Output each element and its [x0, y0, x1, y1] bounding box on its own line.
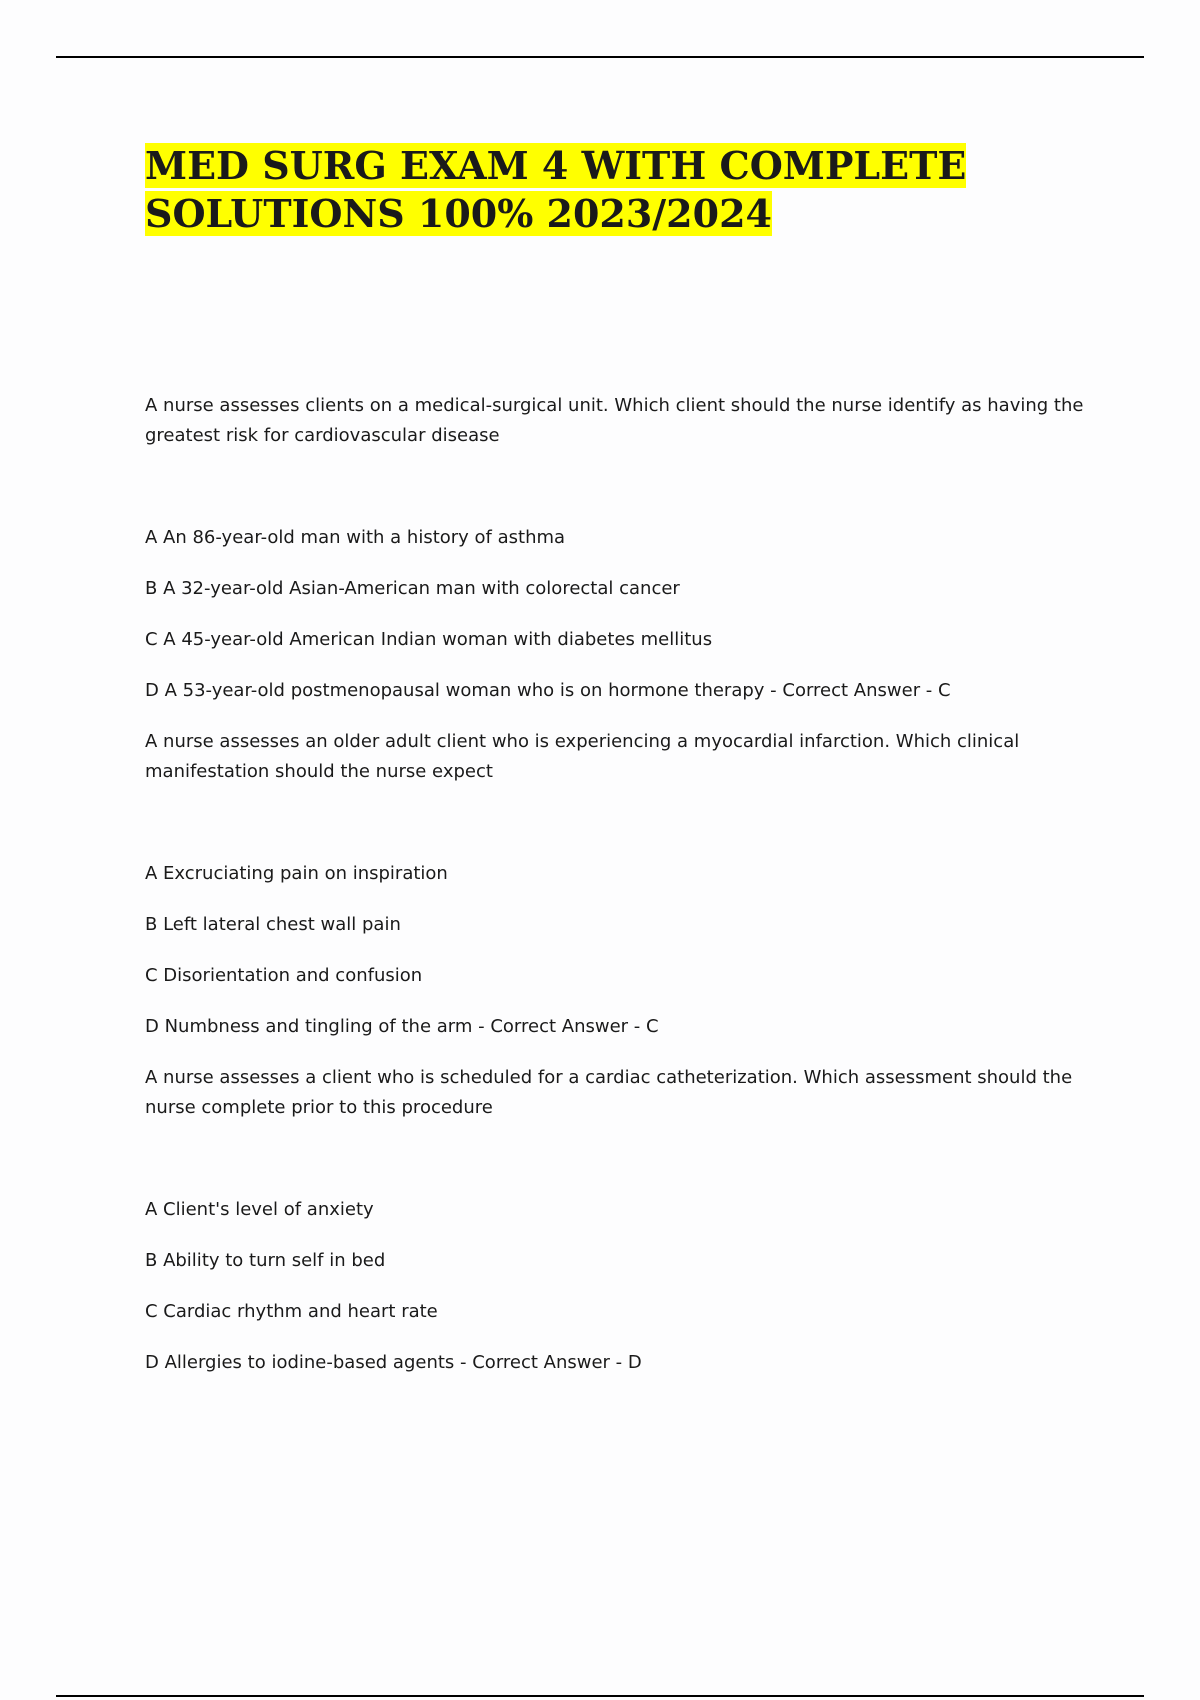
answer-option-c: C A 45-year-old American Indian woman with diabetes mellitus: [145, 629, 713, 650]
question-block-1: [145, 391, 1090, 706]
top-rule: [56, 56, 1144, 58]
question-text: A nurse assesses an older adult client who is experiencing a myocardial infarction. Which clinical manifestation should the nurse expect: [145, 731, 1020, 782]
document-body: [145, 391, 1090, 1399]
answer-option-a: A Client's level of anxiety: [145, 1199, 374, 1220]
answer-option-a: A Excruciating pain on inspiration: [145, 863, 448, 884]
answer-option-a: A An 86-year-old man with a history of asthma: [145, 527, 566, 548]
bottom-rule: [56, 1695, 1144, 1697]
answer-option-b: B A 32-year-old Asian-American man with colorectal cancer: [145, 578, 680, 599]
question-text: A nurse assesses clients on a medical-surgical unit. Which client should the nurse identify as having the greatest risk for cardiovascular disease: [145, 395, 1084, 446]
question-text: A nurse assesses a client who is scheduled for a cardiac catheterization. Which assessment should the nurse complete prior to this procedure: [145, 1067, 1073, 1118]
answer-option-b: B Ability to turn self in bed: [145, 1250, 386, 1271]
answer-option-b: B Left lateral chest wall pain: [145, 914, 401, 935]
title-highlight: MED SURG EXAM 4 WITH COMPLETE SOLUTIONS 100% 2023/2024: [145, 143, 967, 236]
answer-option-c: C Disorientation and confusion: [145, 965, 423, 986]
question-block-2: [145, 727, 1090, 1042]
answer-option-d: D Numbness and tingling of the arm - Correct Answer - C: [145, 1016, 659, 1037]
answer-option-d: D Allergies to iodine-based agents - Correct Answer - D: [145, 1352, 642, 1373]
answer-option-d: D A 53-year-old postmenopausal woman who is on hormone therapy - Correct Answer - C: [145, 680, 951, 701]
question-block-3: [145, 1063, 1090, 1378]
answer-option-c: C Cardiac rhythm and heart rate: [145, 1301, 438, 1322]
document-title: [145, 142, 1045, 238]
